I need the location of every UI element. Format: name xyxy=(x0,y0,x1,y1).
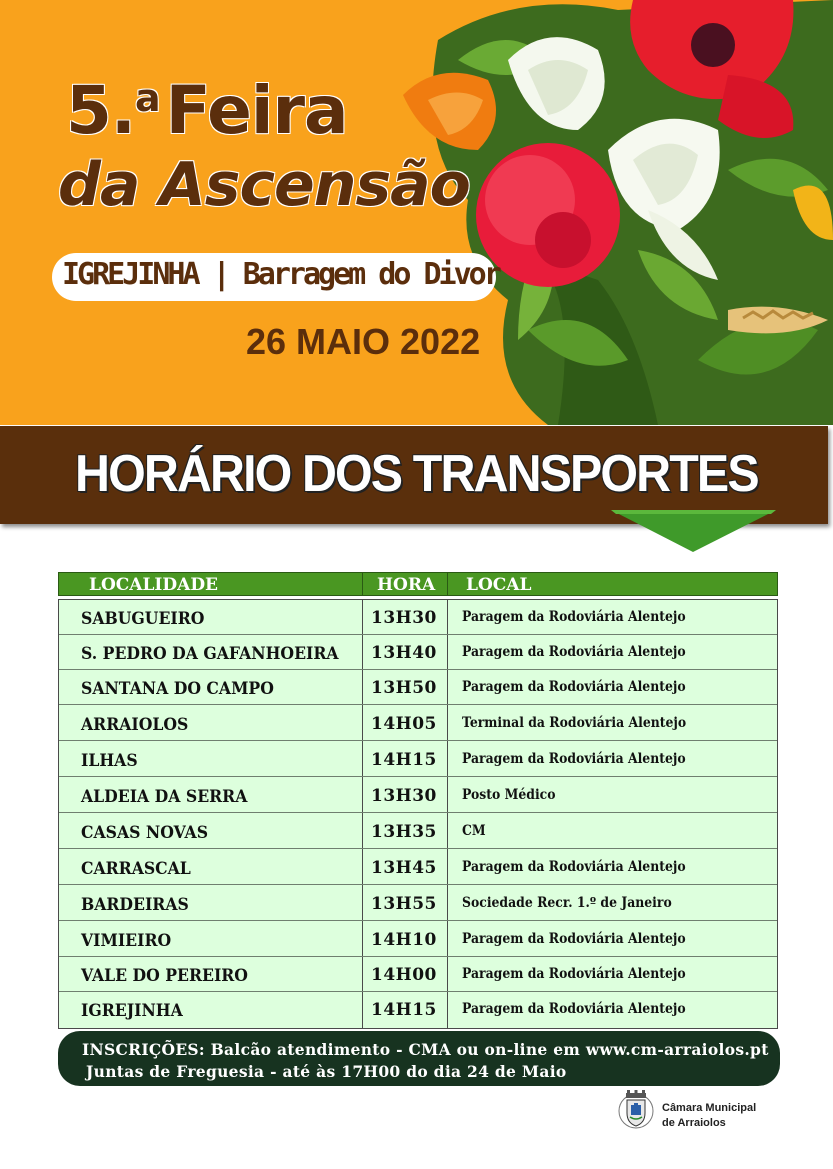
cell-local: Paragem da Rodoviária Alentejo xyxy=(462,931,686,947)
cell-local: Paragem da Rodoviária Alentejo xyxy=(462,679,686,695)
cell-local: Paragem da Rodoviária Alentejo xyxy=(462,1001,686,1017)
cell-hora: 13H30 xyxy=(371,608,437,628)
event-venue: IGREJINHA | Barragem do Divor xyxy=(62,257,499,292)
cell-local: Paragem da Rodoviária Alentejo xyxy=(462,644,686,660)
table-row xyxy=(59,886,777,921)
cell-localidade: ILHAS xyxy=(81,751,138,770)
event-title: 5.$^a$Feira xyxy=(66,72,348,149)
cell-localidade: IGREJINHA xyxy=(81,1001,183,1020)
cell-local: Paragem da Rodoviária Alentejo xyxy=(462,966,686,982)
header-divider xyxy=(447,573,448,595)
table-row xyxy=(59,706,777,741)
cell-localidade: SABUGUEIRO xyxy=(81,609,205,628)
table-row xyxy=(59,778,777,813)
cell-local: Sociedade Recr. 1.º de Janeiro xyxy=(462,895,672,911)
cell-localidade: CARRASCAL xyxy=(81,859,191,878)
table-row xyxy=(59,850,777,885)
cell-hora: 13H40 xyxy=(371,643,437,663)
table-row xyxy=(59,742,777,777)
cell-hora: 14H00 xyxy=(371,965,437,985)
cell-localidade: SANTANA DO CAMPO xyxy=(81,679,274,698)
registration-line-2: Juntas de Freguesia - até às 17H00 do dia 24 de Maio xyxy=(86,1062,567,1081)
table-row xyxy=(59,957,777,992)
cell-hora: 14H10 xyxy=(371,930,437,950)
table-header xyxy=(58,572,778,596)
cell-local: CM xyxy=(462,823,486,839)
banner-title: HORÁRIO DOS TRANSPORTES xyxy=(75,445,758,503)
cell-hora: 14H15 xyxy=(371,1000,437,1020)
cell-local: Paragem da Rodoviária Alentejo xyxy=(462,859,686,875)
down-arrow-icon xyxy=(611,510,776,552)
cell-local: Posto Médico xyxy=(462,787,556,803)
cell-hora: 13H55 xyxy=(371,894,437,914)
table-row xyxy=(59,814,777,849)
event-subtitle: da Ascensão xyxy=(58,150,470,220)
cell-hora: 13H45 xyxy=(371,858,437,878)
cell-localidade: BARDEIRAS xyxy=(81,895,189,914)
table-row xyxy=(59,635,777,670)
cell-localidade: ARRAIOLOS xyxy=(81,715,189,734)
cell-localidade: S. PEDRO DA GAFANHOEIRA xyxy=(81,644,339,663)
table-row xyxy=(59,670,777,705)
cell-hora: 14H15 xyxy=(371,750,437,770)
table-row xyxy=(59,600,777,635)
header-local: LOCAL xyxy=(466,575,532,595)
municipality-name-line-1: Câmara Municipal xyxy=(662,1102,757,1114)
header-hora: HORA xyxy=(377,575,436,595)
table-row xyxy=(59,992,777,1027)
cell-localidade: VALE DO PEREIRO xyxy=(81,966,248,985)
decorative-hatch-strip xyxy=(64,1106,599,1125)
cell-hora: 14H05 xyxy=(371,714,437,734)
table-row xyxy=(59,922,777,957)
cell-local: Paragem da Rodoviária Alentejo xyxy=(462,609,686,625)
registration-line-1: INSCRIÇÕES: Balcão atendimento - CMA ou on-line em www.cm-arraiolos.pt xyxy=(82,1040,769,1059)
poster-header xyxy=(0,0,833,425)
municipal-crest-icon xyxy=(617,1087,655,1133)
cell-hora: 13H30 xyxy=(371,786,437,806)
cell-localidade: VIMIEIRO xyxy=(81,931,172,950)
cell-localidade: ALDEIA DA SERRA xyxy=(81,787,248,806)
event-date: 26 MAIO 2022 xyxy=(246,321,481,362)
cell-local: Paragem da Rodoviária Alentejo xyxy=(462,751,686,767)
municipality-name-line-2: de Arraiolos xyxy=(662,1117,726,1129)
header-localidade: LOCALIDADE xyxy=(89,575,219,595)
schedule-table xyxy=(58,599,778,1029)
cell-local: Terminal da Rodoviária Alentejo xyxy=(462,715,687,731)
header-divider xyxy=(362,573,363,595)
cell-localidade: CASAS NOVAS xyxy=(81,823,209,842)
cell-hora: 13H50 xyxy=(371,678,437,698)
cell-hora: 13H35 xyxy=(371,822,437,842)
